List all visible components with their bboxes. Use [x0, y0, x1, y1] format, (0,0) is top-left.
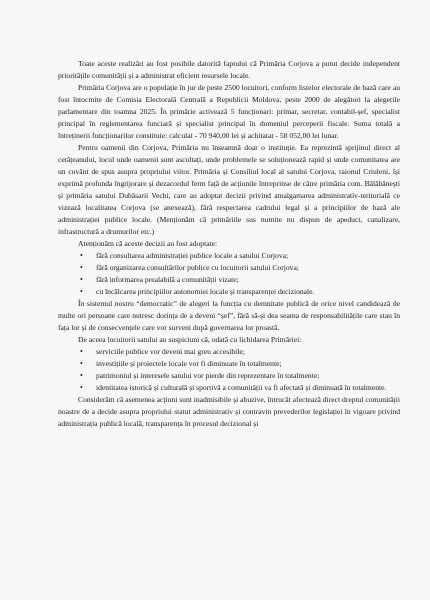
paragraph-population: Primăria Corjova are o populație în jur de peste 2500 locuitori, conform listelor electorale de bază care au fost întocmite de Comisia Electorală Centrală a Republicii Moldova, peste 2000 de alegători la alegerile parlamentare din toamna 2025. În primărie activează 5 funcționari: primar, secretar, contabil-șef, specialist principal în reglementarea funciară și specialist principal în domeniul perceperii fiscale. Suma totală a întreținerii funcționarilor constituie: calculat - 70 940,00 lei și achitatat - 58 052,00 lei lunar.: [58, 83, 400, 140]
paragraph-decisions-intro: Atenționăm că aceste decizii au fost adoptate:: [78, 239, 218, 248]
list-item: • cu încălcarea principiilor autonomiei locale și transparenței decizionale.: [58, 286, 400, 298]
decisions-list: [58, 250, 400, 298]
list-item: • identitatea istorică și culturală și sportivă a comunității va fi afectată și diminuată în totalmente.: [58, 382, 400, 394]
list-item: • fără organizarea consultărilor publice cu locuitorii satului Corjova;: [58, 262, 400, 274]
paragraph-conclusion: Considerăm că asemenea acțiuni sunt inadmisibile și abuzive, întrucât afectează direct dreptul comunității noastre de a decide asupra propriului statut administrativ și contravin prevederilor legislației în vigoare privind administrația publică locală, transparența în procesul decizional și: [58, 395, 400, 428]
list-item: • fără consultarea administrației publice locale a satului Corjova;: [58, 250, 400, 262]
list-item: • serviciile publice vor deveni mai greu accesibile;: [58, 346, 400, 358]
paragraph-elections: În sistemul nostru “democratic” de alegeri la funcția cu demnitate publică de orice nivel candidează de multe ori persoane care nutresc dorința de a deveni “șef”, fără să-și dea seama de responsabilitățile care stau în fața lor și de consecvențele care vor surveni după guvernarea lor proastă.: [58, 299, 400, 332]
list-item: • patrimoniul și interesele satului vor pierde din reprezentare în totalmente;: [58, 370, 400, 382]
list-item: • investițiile și proiectele locale vor fi diminuate în totalmente;: [58, 358, 400, 370]
suspicions-list: [58, 346, 400, 394]
paragraph-achievements: Toate aceste realizări au fost posibile datorită faptului că Primăria Corjova a putut decide independent prioritățile comunității și a administrat eficient resursele locale.: [58, 59, 400, 80]
paragraph-community: Pentru oamenii din Corjova, Primăria nu înseamnă doar o instituție. Ea reprezintă sprijinul direct al cetățeanului, locul unde oamenii sunt ascultați, unde problemele se soluționează rapid și unde comunitatea are un cuvânt de spus asupra propriului viitor. Primăria și Consiliul local al satului Corjova, raionul Criuleni, își exprimă profunda îngrijorare și dezacordul ferm față de acțiunile întreprinse de către primăria com. Bălăbănești și primăria satului Dubăsarii Vechi, care au adoptat decizii privind amalgamarea administrativ-teritorială ce vizează localitatea Corjova (se anexează), fără respectarea cadrului legal și a principiilor de bază ale administrației publice locale. (Menționăm că primăriile sus numite nu dispun de apeduct, canalizare, infrastructură a drumurilor etc.): [58, 143, 400, 236]
list-item: • fără informarea prealabilă a comunității vizate;: [58, 274, 400, 286]
paragraph-suspicions-intro: De aceea locuitorii satului au suspiciuni că, odată cu lichidarea Primăriei:: [78, 335, 302, 344]
